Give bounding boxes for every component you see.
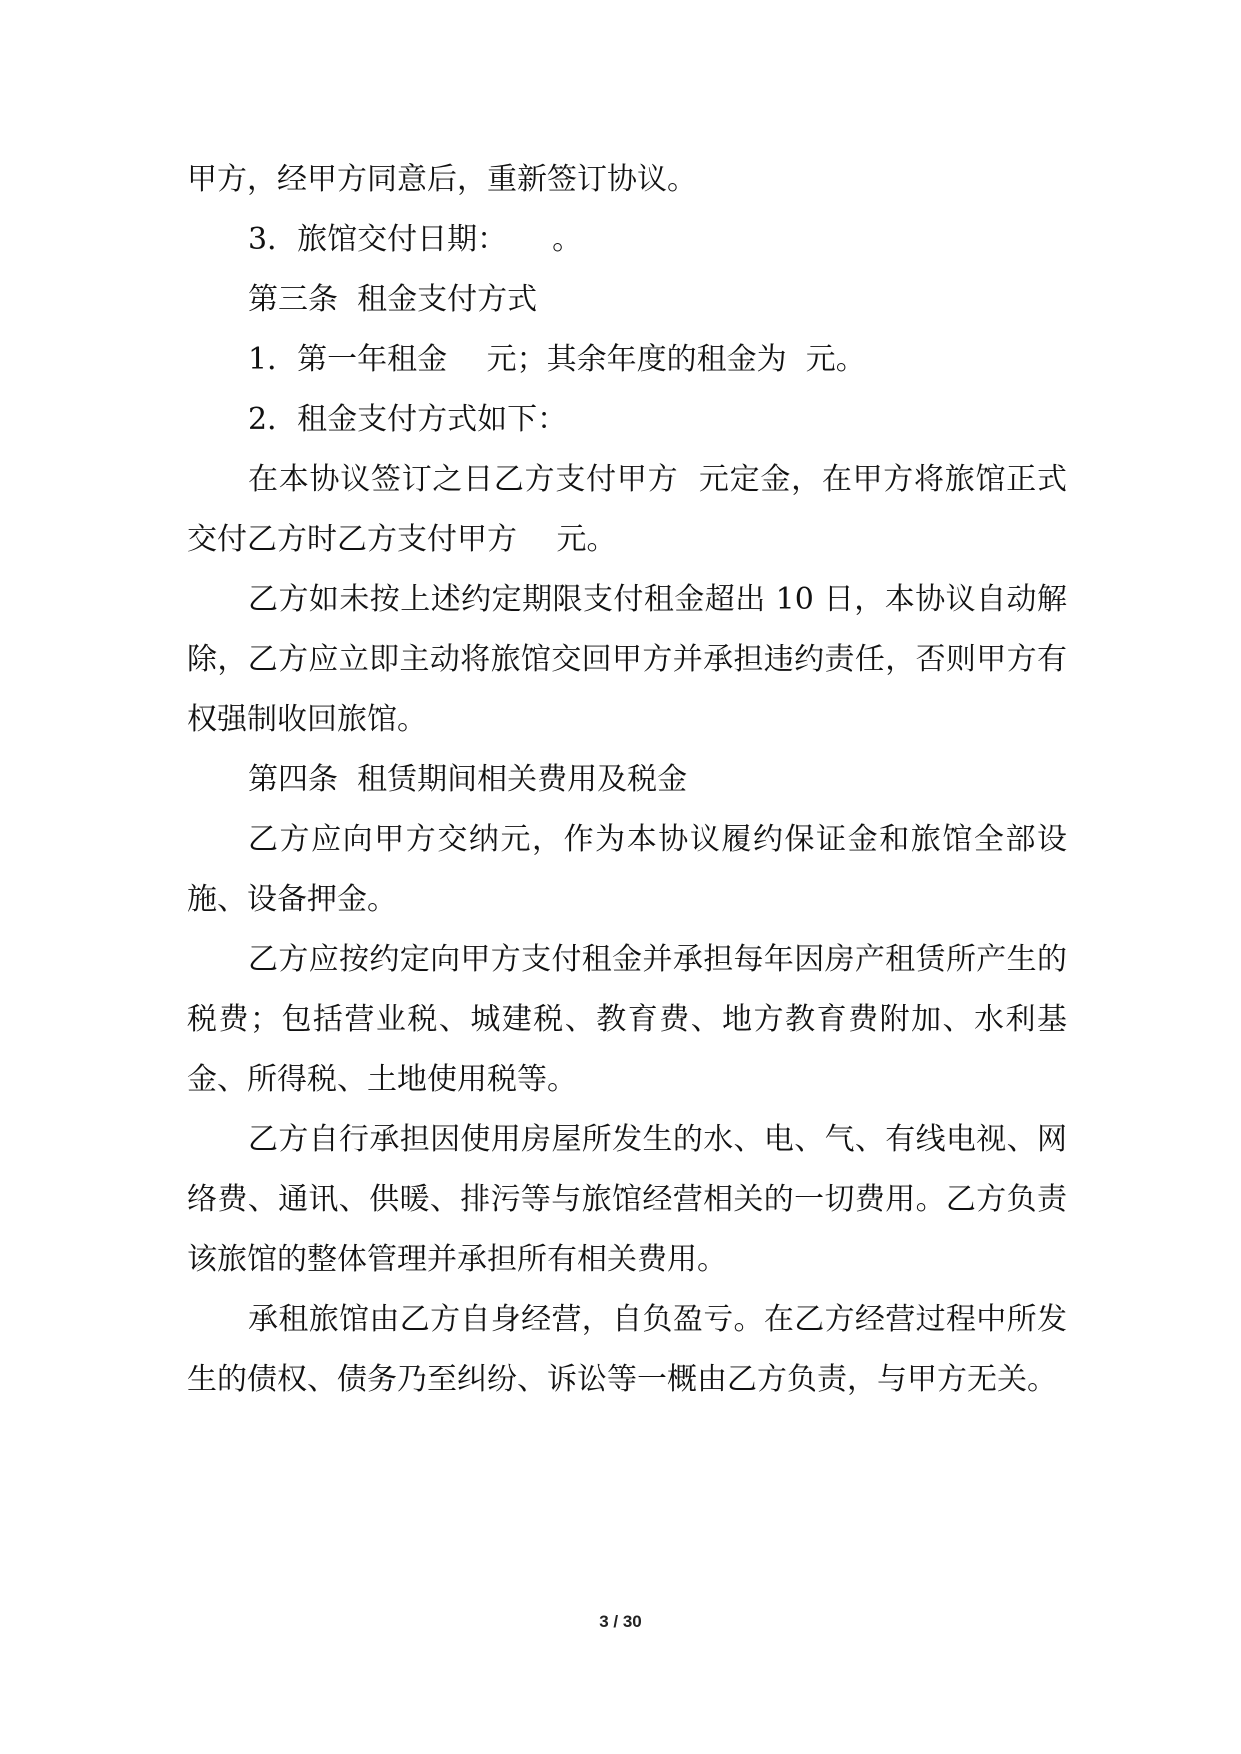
- section-heading: 第三条 租金支付方式: [248, 282, 538, 317]
- paragraph: 在本协议签订之日乙方支付甲方 元定金，在甲方将旅馆正式交付乙方时乙方支付甲方 元。: [187, 462, 1067, 557]
- paragraph: 甲方，经甲方同意后，重新签订协议。: [187, 162, 697, 197]
- paragraph: 承租旅馆由乙方自身经营，自负盈亏。在乙方经营过程中所发生的债权、债务乃至纠纷、诉讼等一概由乙方负责，与甲方无关。: [187, 1302, 1067, 1397]
- paragraph: 3．旅馆交付日期： 。: [248, 222, 583, 257]
- paragraph: 1．第一年租金 元；其余年度的租金为 元。: [248, 342, 866, 377]
- paragraph: 乙方如未按上述约定期限支付租金超出 10 日，本协议自动解除，乙方应立即主动将旅馆交回甲方并承担违约责任，否则甲方有权强制收回旅馆。: [187, 582, 1067, 737]
- page-number: 3 / 30: [599, 1612, 642, 1631]
- paragraph: 2．租金支付方式如下：: [248, 402, 568, 437]
- document-body: [187, 150, 1067, 1410]
- paragraph: 乙方应按约定向甲方支付租金并承担每年因房产租赁所产生的税费；包括营业税、城建税、教育费、地方教育费附加、水利基金、所得税、土地使用税等。: [187, 942, 1067, 1097]
- section-heading: 第四条 租赁期间相关费用及税金: [248, 762, 688, 797]
- paragraph: 乙方应向甲方交纳元，作为本协议履约保证金和旅馆全部设施、设备押金。: [187, 822, 1067, 917]
- paragraph: 乙方自行承担因使用房屋所发生的水、电、气、有线电视、网络费、通讯、供暖、排污等与旅馆经营相关的一切费用。乙方负责该旅馆的整体管理并承担所有相关费用。: [187, 1122, 1067, 1277]
